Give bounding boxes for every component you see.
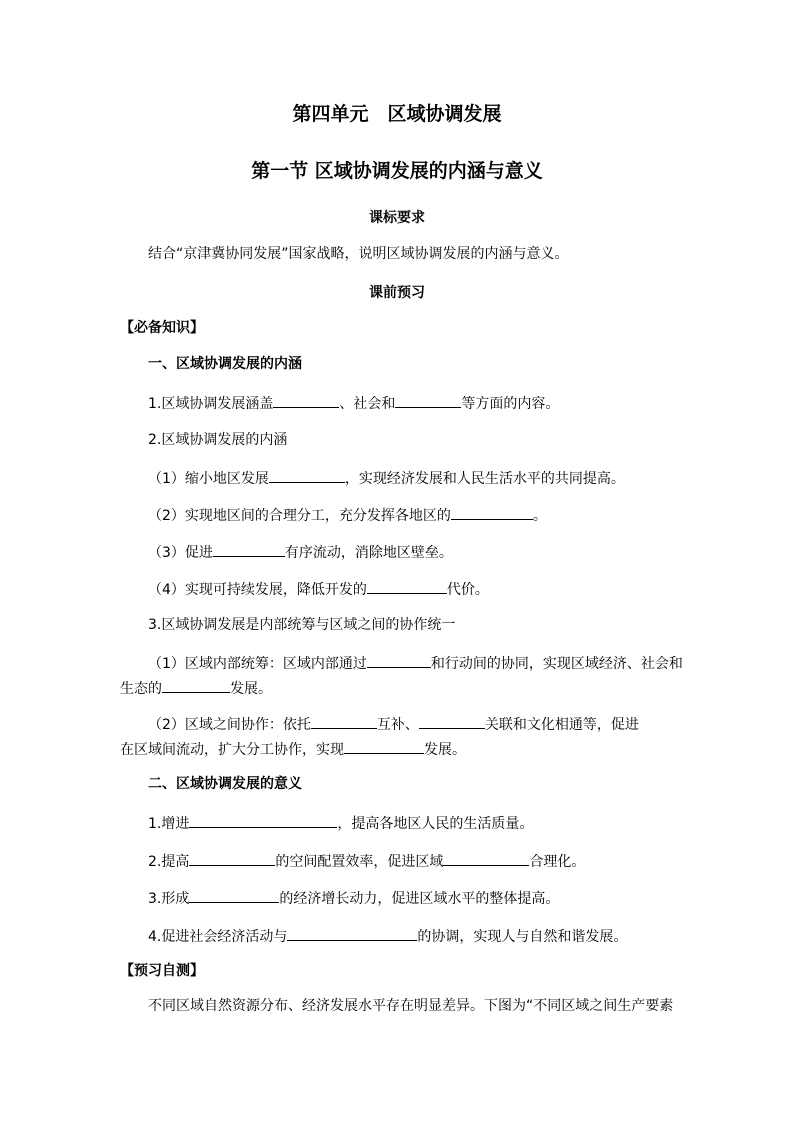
text-segment: （2）实现地区间的合理分工，充分发挥各地区的 [148, 508, 451, 524]
part1-heading: 一、区域协调发展的内涵 [148, 356, 302, 372]
unit-title: 第四单元 区域协调发展 [292, 103, 502, 125]
section-title: 第一节 区域协调发展的内涵与意义 [251, 160, 543, 182]
part1-sub5-cont [120, 677, 272, 699]
text-segment: 的协调，实现人与自然和谐发展。 [417, 929, 628, 945]
fill-blank[interactable] [162, 677, 230, 693]
text-segment: 的空间配置效率，促进区域 [275, 854, 444, 870]
text-segment: 和行动间的协同，实现区域经济、社会和 [430, 656, 683, 672]
text-segment: （2）区域之间协作：依托 [148, 717, 311, 733]
text-segment: ，实现经济发展和人民生活水平的共同提高。 [344, 471, 625, 487]
part1-sub2 [148, 504, 547, 526]
self-test-text: 不同区域自然资源分布、经济发展水平存在明显差异。下图为“不同区域之间生产要素 [148, 998, 674, 1014]
part1-sub3 [148, 541, 453, 563]
text-segment: 的经济增长动力，促进区域水平的整体提高。 [279, 891, 560, 907]
curriculum-heading: 课标要求 [369, 210, 425, 226]
part1-sub1 [148, 467, 625, 489]
text-segment: （1）缩小地区发展 [148, 471, 269, 487]
fill-blank[interactable] [395, 392, 461, 408]
part1-item2: 2.区域协调发展的内涵 [148, 432, 288, 448]
curriculum-text: 结合“京津冀协同发展”国家战略，说明区域协调发展的内涵与意义。 [148, 246, 569, 262]
text-segment: 1.区域协调发展涵盖 [148, 396, 274, 412]
text-segment: 2.提高 [148, 854, 190, 870]
self-test-label: 【预习自测】 [120, 963, 204, 979]
preview-heading: 课前预习 [369, 285, 425, 301]
fill-blank[interactable] [367, 652, 431, 668]
text-segment: 合理化。 [529, 854, 586, 870]
part1-sub6-cont [120, 738, 466, 760]
part1-item3: 3.区域协调发展是内部统筹与区域之间的协作统一 [148, 617, 456, 633]
text-segment: 。 [532, 508, 547, 524]
text-segment: 互补、 [376, 717, 419, 733]
fill-blank[interactable] [419, 713, 485, 729]
text-segment: ，提高各地区人民的生活质量。 [337, 816, 534, 832]
fill-blank[interactable] [189, 850, 275, 866]
part1-sub6 [148, 713, 639, 735]
fill-blank[interactable] [189, 812, 337, 828]
text-segment: 代价。 [446, 582, 489, 598]
text-segment: 、社会和 [339, 396, 396, 412]
fill-blank[interactable] [367, 578, 447, 594]
text-segment: 等方面的内容。 [461, 396, 560, 412]
part1-sub5 [148, 652, 683, 674]
text-segment: 4.促进社会经济活动与 [148, 929, 288, 945]
required-knowledge-label: 【必备知识】 [120, 320, 204, 336]
part2-item4 [148, 925, 627, 947]
text-segment: （4）实现可持续发展，降低开发的 [148, 582, 367, 598]
fill-blank[interactable] [443, 850, 529, 866]
fill-blank[interactable] [213, 541, 285, 557]
part2-item1 [148, 812, 533, 834]
text-segment: （1）区域内部统筹：区域内部通过 [148, 656, 367, 672]
part2-item3 [148, 887, 559, 909]
text-segment: 发展。 [230, 681, 272, 697]
fill-blank[interactable] [451, 504, 533, 520]
part1-sub4 [148, 578, 489, 600]
fill-blank[interactable] [273, 392, 339, 408]
text-segment: （3）促进 [148, 545, 213, 561]
text-segment: 1.增进 [148, 816, 190, 832]
text-segment: 关联和文化相通等，促进 [484, 717, 639, 733]
fill-blank[interactable] [311, 713, 377, 729]
text-segment: 在区域间流动，扩大分工协作，实现 [120, 742, 344, 758]
part1-item1 [148, 392, 559, 414]
part2-heading: 二、区域协调发展的意义 [148, 776, 302, 792]
text-segment: 发展。 [424, 742, 466, 758]
text-segment: 有序流动，消除地区壁垒。 [284, 545, 453, 561]
fill-blank[interactable] [189, 887, 279, 903]
fill-blank[interactable] [287, 925, 417, 941]
text-segment: 生态的 [120, 681, 162, 697]
text-segment: 3.形成 [148, 891, 190, 907]
part2-item2 [148, 850, 585, 872]
fill-blank[interactable] [344, 738, 424, 754]
fill-blank[interactable] [269, 467, 345, 483]
